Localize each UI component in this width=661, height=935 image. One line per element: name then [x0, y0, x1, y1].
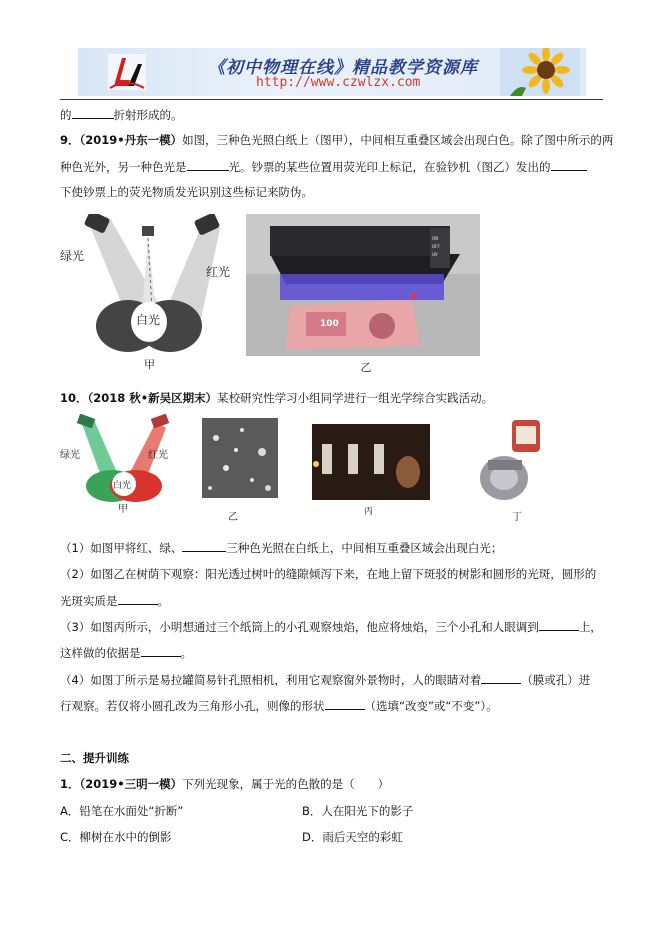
q10-figure-yi: [202, 418, 278, 524]
q9-text1: 如图，三种色光照白纸上（图甲），中间相互重叠区域会出现白色。除了图中所示的两: [182, 133, 614, 147]
q10-p4-text2-post: （选填“改变”或“不变”）。: [364, 699, 498, 713]
q10-p2-text2-pre: 光斑实质是: [60, 594, 118, 608]
label-white: 白光: [113, 481, 132, 491]
answer-blank: [141, 644, 181, 657]
q10-p3-text1-post: 上，: [578, 620, 602, 634]
q9-line2: [60, 158, 587, 175]
label-green: 绿光: [60, 249, 85, 263]
s2-q1-text: 下列光现象，属于光的色散的是（ ）: [182, 777, 390, 791]
label-red: 红光: [148, 450, 168, 461]
q10-part2-line1: [60, 566, 596, 582]
lamp-center-icon: [142, 226, 154, 236]
answer-blank: [481, 671, 521, 684]
sunflower-icon: [500, 48, 580, 96]
q10-line: [60, 390, 493, 406]
label-white: 白光: [136, 313, 161, 327]
q10-number: 10．: [60, 391, 88, 405]
q10-text: 某校研究性学习小组同学进行一组光学综合实践活动。: [217, 391, 494, 405]
q10-part1: [60, 539, 502, 556]
s2-q1-option-a[interactable]: A．铅笔在水面处“折断”: [60, 804, 184, 818]
banknote-value: 100: [320, 319, 339, 329]
section2-title: 二、提升训练: [60, 751, 129, 765]
q10-part3-line1: [60, 618, 602, 635]
header-rule: [60, 99, 603, 100]
fig-caption-bing: 丙: [364, 507, 374, 517]
q9-source: （2019•丹东一模）: [79, 133, 183, 147]
q9-text3: 下使钞票上的荧光物质发光识别这些标记来防伪。: [60, 185, 313, 199]
s2-q1-option-c[interactable]: C．柳树在水中的倒影: [60, 830, 172, 844]
answer-blank: [187, 158, 229, 171]
answer-blank: [539, 618, 579, 631]
answer-blank: [325, 697, 365, 710]
q9-text2-pre: 种色光外，另一种色光是: [60, 160, 187, 174]
label-green: 绿光: [60, 450, 80, 461]
q9-line1: [60, 132, 613, 148]
fig-caption-jia: 甲: [118, 504, 128, 514]
detector-body: [270, 226, 450, 256]
answer-blank: [118, 592, 158, 605]
answer-blank: [551, 158, 587, 171]
q9-text2-post: 光。钞票的某些位置用荧光印上标记，在验钞机（图乙）发出的: [228, 160, 551, 174]
q9-figure-jia: [60, 214, 240, 374]
fig-caption-ding: 丁: [512, 512, 522, 523]
q10-part2-line2: [60, 592, 169, 609]
s2-q1-option-d[interactable]: D．雨后天空的彩虹: [302, 830, 403, 844]
q10-p4-text1-pre: （4）如图丁所示是易拉罐简易针孔照相机，利用它观察窗外景物时，人的眼睛对着: [60, 673, 482, 687]
answer-blank: [182, 539, 226, 552]
banner-url[interactable]: http://www.czwlzx.com: [256, 75, 421, 90]
s2-q1-source: （2019•三明一模）: [79, 777, 183, 791]
q10-p2-text1: （2）如图乙在树荫下观察：阳光透过树叶的缝隙倾泻下来，在地上留下斑驳的树影和圆形的光斑，圆形的: [60, 567, 597, 581]
uv-light: [280, 274, 444, 300]
banner-title: 《初中物理在线》精品教学资源库: [208, 58, 478, 78]
fig-caption-yi: 乙: [360, 361, 372, 374]
q10-figure-jia: [60, 414, 176, 514]
intro-pre: 的: [60, 108, 72, 122]
q10-part3-line2: [60, 644, 192, 661]
q10-figure-bing: [312, 424, 430, 518]
q10-part4-line1: [60, 671, 590, 688]
fig-caption-jia: 甲: [144, 358, 155, 371]
header-banner: [78, 48, 586, 96]
detector-label-uv: UV: [432, 252, 438, 257]
fig-caption-yi: 乙: [228, 512, 238, 523]
intro-line: [60, 106, 183, 123]
s2-q1-number: 1．: [60, 777, 80, 791]
q10-part4-line2: [60, 697, 498, 714]
q9-line3: [60, 184, 313, 200]
q10-p2-text2-post: 。: [157, 594, 169, 608]
q10-p1-post: 三种色光照在白纸上，中间相互重叠区域会出现白光；: [226, 541, 503, 555]
q10-source: （2018 秋•新吴区期末）: [87, 391, 218, 405]
detector-label-off: OFF: [432, 244, 440, 249]
q10-p3-text2-post: 。: [180, 646, 192, 660]
q10-p4-text2-pre: 行观察。若仅将小圆孔改为三角形小孔，则像的形状: [60, 699, 325, 713]
q10-p4-text1-post: （膜或孔）进: [521, 673, 591, 687]
site-logo-icon: [108, 54, 146, 90]
label-red: 红光: [206, 265, 231, 279]
q10-p1-pre: （1）如图甲将红、绿、: [60, 541, 183, 555]
s2-q1-stem: [60, 776, 389, 792]
s2-q1-option-b[interactable]: B．人在阳光下的影子: [302, 804, 414, 818]
q10-p3-text2-pre: 这样做的依据是: [60, 646, 141, 660]
detector-label-on: ON: [432, 236, 439, 241]
answer-blank: [72, 106, 114, 119]
q9-number: 9．: [60, 133, 80, 147]
q10-figure-ding: [474, 416, 556, 524]
q10-p3-text1-pre: （3）如图丙所示，小明想通过三个纸筒上的小孔观察烛焰，他应将烛焰，三个小孔和人眼调到: [60, 620, 539, 634]
q9-figure-yi: [246, 214, 480, 356]
intro-post: 折射形成的。: [113, 108, 183, 122]
